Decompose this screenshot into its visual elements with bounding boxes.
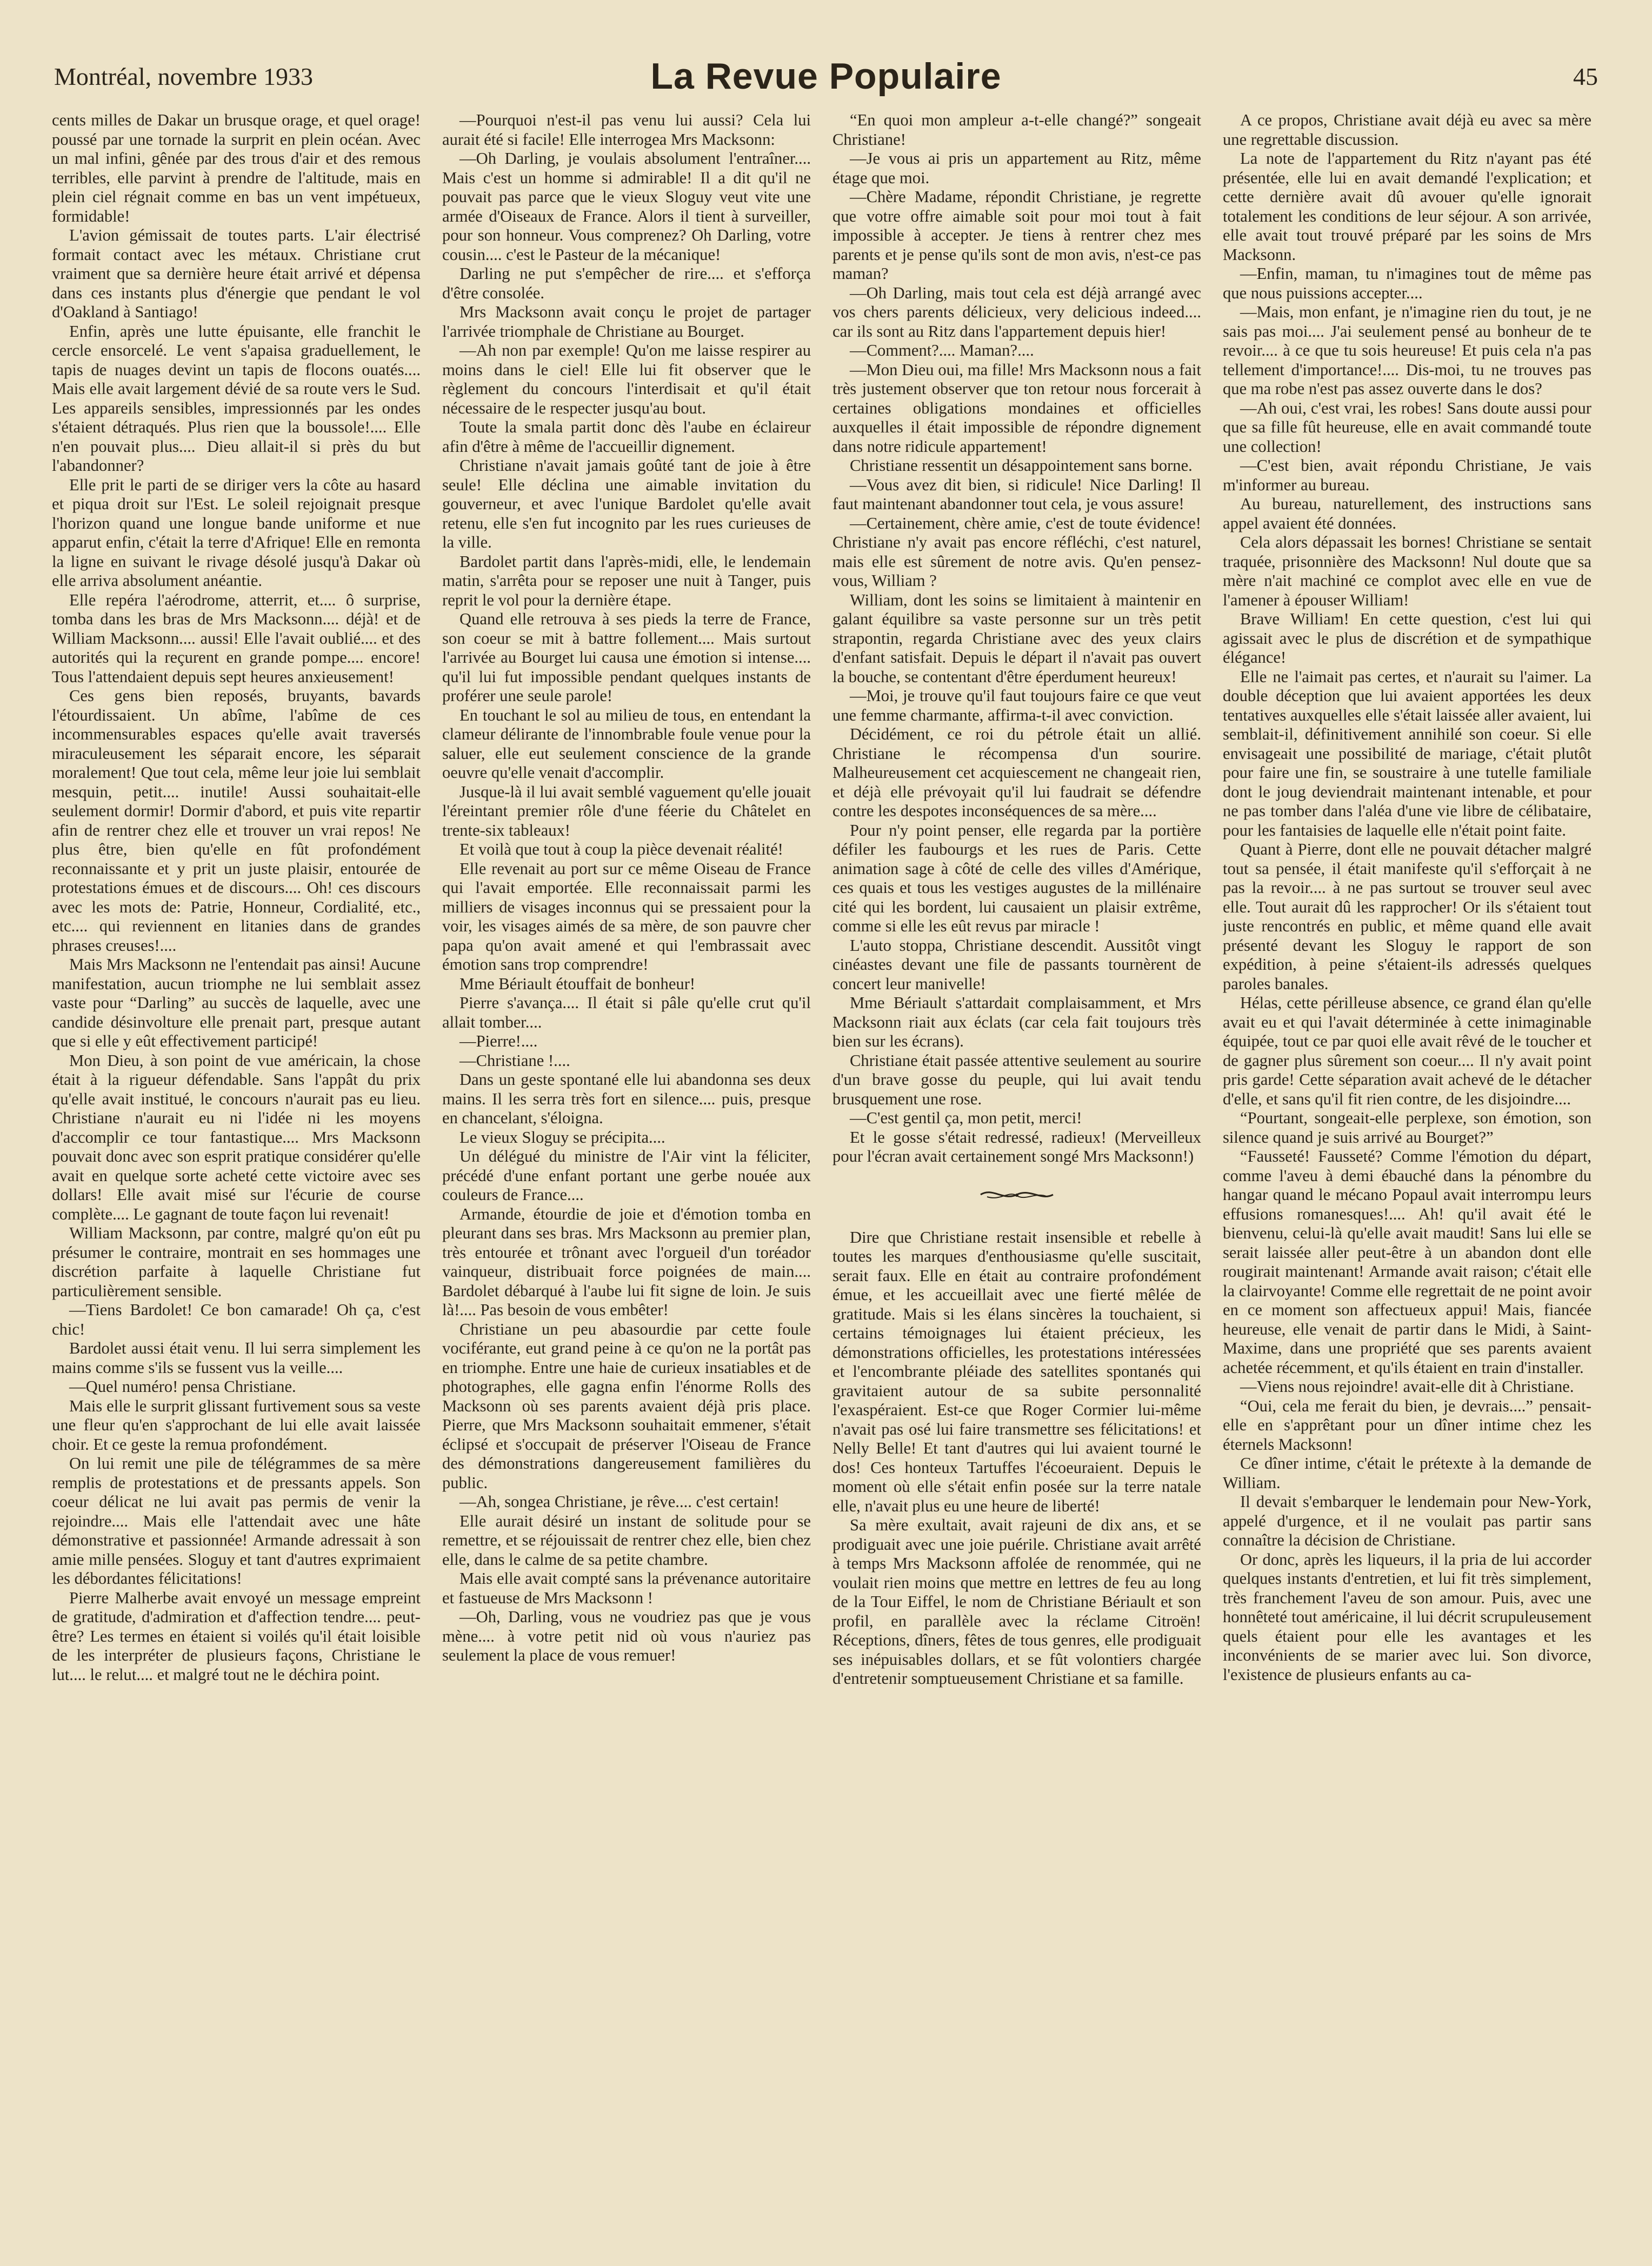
issue-date: Montréal, novembre 1933 — [54, 62, 314, 90]
paragraph: Bardolet aussi était venu. Il lui serra simplement les mains comme s'ils se fussent vus la veille.... — [52, 1339, 421, 1377]
paragraph: Un délégué du ministre de l'Air vint la féliciter, précédé d'une enfant portant une gerbe nouée aux couleurs de France.... — [442, 1147, 811, 1204]
paragraph: —Ah non par exemple! Qu'on me laisse respirer au moins dans le ciel! Elle lui fit observer que le règlement du concours l'interdisait et qu'il était nécessaire de le respecter jusqu'au bout. — [442, 341, 811, 417]
paragraph: —Ah, songea Christiane, je rêve.... c'est certain! — [459, 1492, 780, 1511]
text-column-2 — [442, 111, 811, 2230]
paragraph: Jusque-là il lui avait semblé vaguement qu'elle jouait l'éreintant premier rôle d'une féerie du Châtelet en trente-six tableaux! — [442, 782, 811, 839]
paragraph: —Moi, je trouve qu'il faut toujours faire ce que veut une femme charmante, affirma-t-il avec conviction. — [832, 687, 1201, 724]
text-column-1 — [52, 111, 421, 2230]
paragraph: Sa mère exultait, avait rajeuni de dix ans, et se prodiguait avec une joie puérile. Christiane avait arrêté à temps Mrs Macksonn affolée de renommée, qui ne voulait rien moins que mettre en lettres de feu au long de la Tour Eiffel, le nom de Christiane Bériault et son profil, en parallèle avec la réclame Citroën! Réceptions, dîners, fêtes de tous genres, elle prodiguait ses inépuisables dollars, et se fût volontiers chargée d'entretenir somptueusement Christiane et sa famille. — [832, 1516, 1201, 1688]
paragraph: Et voilà que tout à coup la pièce devenait réalité! — [459, 840, 783, 858]
paragraph: Armande, étourdie de joie et d'émotion tomba en pleurant dans ses bras. Mrs Macksonn au premier plan, très entourée et trônant avec l'orgueil d'un toréador vainqueur, distribuait force poignées de main.... Bardolet débarqué à l'aube lui fit signe de loin. Je suis là!.... Pas besoin de vous embêter! — [442, 1204, 811, 1319]
paragraph: —Oh Darling, je voulais absolument l'entraîner.... Mais c'est un homme si admirable! Il a dit qu'il ne pouvait pas parce que le vieux Sloguy veut vite une armée d'Oiseaux de France. Alors il tient à surveiller, pour son honneur. Vous comprenez? Oh Darling, votre cousin.... c'est le Pasteur de la mécanique! — [442, 149, 811, 264]
text-column-3 — [832, 111, 1201, 2230]
paragraph: cents milles de Dakar un brusque orage, et quel orage! poussé par une tornade la surprit en plein océan. Avec un mal infini, gênée par des trous d'air et des remous terribles, elle parvint à prendre de l'altitude, mais en plein ciel régnait comme en bas un vent impétueux, formidable! — [52, 111, 421, 225]
paragraph: —Quel numéro! pensa Christiane. — [69, 1377, 296, 1396]
paragraph: Mme Bériault étouffait de bonheur! — [459, 974, 696, 993]
paragraph: Elle revenait au port sur ce même Oiseau de France qui l'avait emportée. Elle reconnaissait parmi les milliers de visages inconnus qui se pressaient pour la voir, les visages aimés de sa mère, de son pauvre cher papa qu'on avait amené et qui l'embrassait avec émotion sans trop comprendre! — [442, 859, 811, 974]
paragraph: —Pourquoi n'est-il pas venu lui aussi? Cela lui aurait été si facile! Elle interrogea Mrs Macksonn: — [442, 111, 811, 149]
paragraph: William Macksonn, par contre, malgré qu'on eût pu présumer le contraire, montrait en ses hommages une discrétion parfaite à laquelle Christiane fut particulièrement sensible. — [52, 1224, 421, 1300]
article-body — [52, 111, 1591, 2230]
paragraph: Christiane n'avait jamais goûté tant de joie à être seule! Elle déclina une aimable invitation du gouverneur, et avec l'unique Bardolet qu'elle avait retenu, elle s'en fut incognito par les rues curieuses de la ville. — [442, 456, 811, 551]
paragraph: Elle aurait désiré un instant de solitude pour se remettre, et se réjouissait de rentrer chez elle, bien chez elle, dans le calme de sa petite chambre. — [442, 1511, 811, 1569]
paragraph: Hélas, cette périlleuse absence, ce grand élan qu'elle avait eu et qui l'avait déterminée à cette inimaginable équipée, tout ce par quoi elle avait rêvé de le toucher et de gagner plus sûrement son coeur.... Il n'y avait point pris garde! Cette séparation avait achevé de le détacher d'elle, et sans qu'il fit rien contre, de les disjoindre.... — [1223, 994, 1591, 1108]
paragraph: —Tiens Bardolet! Ce bon camarade! Oh ça, c'est chic! — [52, 1301, 421, 1338]
paragraph: Ces gens bien reposés, bruyants, bavards l'étourdissaient. Un abîme, l'abîme de ces incommensurables espaces qu'elle avait traversés miraculeusement les séparait encore, les séparait moralement! Que tout cela, même leur joie lui semblait mesquin, petit.... inutile! Aussi souhaitait-elle seulement dormir! Dormir d'abord, et puis vite repartir afin de rentrer chez elle et trouver un vrai repos! Ne plus être, bien qu'elle en fût profondément reconnaissante et y prit un juste plaisir, entourée de protestations émues et de discours.... Oh! ces discours avec les mots de: Patrie, Honneur, Cordialité, etc., etc.... qui reviennent en litanies dans de grandes phrases creuses!.... — [52, 687, 421, 955]
paragraph: —Comment?.... Maman?.... — [850, 341, 1034, 359]
paragraph: A ce propos, Christiane avait déjà eu avec sa mère une regrettable discussion. — [1223, 111, 1591, 149]
paragraph: —Mais, mon enfant, je n'imagine rien du tout, je ne sais pas moi.... J'ai seulement pensé au bonheur de te revoir.... à ce que tu sois heureuse! Et puis cela n'a pas tellement d'importance!.... Dis-moi, tu ne trouves pas que ma robe n'est pas assez ouverte dans le dos? — [1223, 303, 1591, 398]
paragraph: —Oh Darling, mais tout cela est déjà arrangé avec vos chers parents délicieux, very delicious indeed.... car ils sont au Ritz dans l'appartement depuis hier! — [832, 283, 1201, 341]
paragraph: —Ah oui, c'est vrai, les robes! Sans doute aussi pour que sa fille fût heureuse, elle en avait commandé toute une collection! — [1223, 398, 1591, 456]
paragraph: —Je vous ai pris un appartement au Ritz, même étage que moi. — [832, 149, 1201, 187]
paragraph: Bardolet partit dans l'après-midi, elle, le lendemain matin, s'arrêta pour se reposer une nuit à Tanger, puis reprit le vol pour la dernière étape. — [442, 552, 811, 609]
paragraph: Mme Bériault s'attardait complaisamment, et Mrs Macksonn riait aux éclats (car cela fait toujours très bien sur les écrans). — [832, 994, 1201, 1050]
paragraph: Mrs Macksonn avait conçu le projet de partager l'arrivée triomphale de Christiane au Bourget. — [442, 303, 811, 341]
paragraph: Christiane ressentit un désappointement sans borne. — [850, 456, 1193, 475]
paragraph: Mais elle le surprit glissant furtivement sous sa veste une fleur qu'en s'approchant de lui elle avait laissée choir. Et ce geste la remua profondément. — [52, 1396, 421, 1454]
paragraph: Brave William! En cette question, c'est lui qui agissait avec le plus de discrétion et de sympathique élégance! — [1223, 610, 1591, 667]
paragraph: L'auto stoppa, Christiane descendit. Aussitôt vingt cinéastes devant une file de passants tournèrent de concert leur manivelle! — [832, 936, 1201, 993]
paragraph: Darling ne put s'empêcher de rire.... et s'efforça d'être consolée. — [442, 264, 811, 302]
paragraph: Mon Dieu, à son point de vue américain, la chose était à la rigueur défendable. Sans l'appât du prix qu'elle avait institué, le concours n'aurait pas eu lieu. Christiane n'aurait eu ni l'idée ni les moyens d'accomplir ce tour fantastique.... Mrs Macksonn pouvait donc avec son esprit pratique considérer qu'elle avait en quelque sorte acheté cette victoire avec ses dollars! Elle avait misé sur l'écurie de course complète.... Le gagnant de toute façon lui revenait! — [52, 1051, 421, 1223]
paragraph: Mais Mrs Macksonn ne l'entendait pas ainsi! Aucune manifestation, aucun triomphe ne lui semblait assez vaste pour “Darling” au succès de laquelle, avec une candide désinvolture elle prenait part, presque autant que si elle y eût effectivement participé! — [52, 955, 421, 1050]
paragraph: —Certainement, chère amie, c'est de toute évidence! Christiane n'y avait pas encore réfléchi, c'est naturel, mais elle est sûrement de notre avis. Qu'en pensez-vous, William ? — [832, 514, 1201, 590]
paragraph: L'avion gémissait de toutes parts. L'air électrisé formait contact avec les métaux. Christiane crut vraiment que sa dernière heure était arrivé et dépensa dans ces instants plus d'énergie que pendant le vol d'Oakland à Santiago! — [52, 226, 421, 321]
paragraph: Dans un geste spontané elle lui abandonna ses deux mains. Il les serra très fort en silence.... puis, presque en chancelant, s'éloigna. — [442, 1070, 811, 1127]
flourish-divider-icon — [832, 1185, 1201, 1207]
paragraph: —Oh, Darling, vous ne voudriez pas que je vous mène.... à votre petit nid où vous n'auriez pas seulement la place de vous remuer! — [442, 1608, 811, 1664]
paragraph: Dire que Christiane restait insensible et rebelle à toutes les marques d'enthousiasme qu'elle suscitait, serait faux. Elle en était au contraire profondément émue, et les accueillait avec une fierté mêlée de gratitude. Mais si les élans sincères la touchaient, si certains témoignages lui étaient précieux, les démonstrations officielles, les protestations intéressées et l'encombrante pléiade des satellites spontanés qui gravitaient autour de sa subite personnalité l'exaspéraient. Est-ce que Roger Cormier lui-même n'avait pas osé lui faire transmettre ses félicitations! et Nelly Belle! Et tant d'autres qui lui avaient tourné le dos! Ces honteux Tartuffes l'écoeuraient. Depuis le moment où elle s'était enfin posée sur la terre natale elle, n'avait plus eu une heure de liberté! — [832, 1228, 1201, 1515]
paragraph: Elle prit le parti de se diriger vers la côte au hasard et piqua droit sur l'Est. Le soleil rejoignait presque l'horizon quand une longue bande uniforme et nue apparut enfin, c'était la terre d'Afrique! Elle en remonta la ligne en suivant le rivage désolé jusqu'à Dakar où elle arriva absolument anéantie. — [52, 475, 421, 590]
text-column-4 — [1223, 111, 1591, 2230]
paragraph: —Viens nous rejoindre! avait-elle dit à Christiane. — [1240, 1377, 1574, 1396]
paragraph: “Oui, cela me ferait du bien, je devrais....” pensait-elle en s'apprêtant pour un dîner intime chez les éternels Macksonn! — [1223, 1396, 1591, 1454]
page-header — [54, 52, 1598, 101]
paragraph: “Pourtant, songeait-elle perplexe, son émotion, son silence quand je suis arrivé au Bourget?” — [1223, 1109, 1591, 1147]
paragraph: —Christiane !.... — [459, 1051, 570, 1070]
paragraph: —C'est bien, avait répondu Christiane, Je vais m'informer au bureau. — [1223, 456, 1591, 494]
paragraph: —Mon Dieu oui, ma fille! Mrs Macksonn nous a fait très justement observer que ton retour nous forcerait à certaines obligations mondaines et officielles auxquelles il était impossible de répondre dignement dans notre ridicule appartement! — [832, 360, 1201, 456]
paragraph: Il devait s'embarquer le lendemain pour New-York, appelé d'urgence, et il ne voulait pas partir sans connaître la décision de Christiane. — [1223, 1492, 1591, 1549]
magazine-title: La Revue Populaire — [650, 56, 1002, 97]
page-number: 45 — [1573, 62, 1598, 90]
paragraph: Quant à Pierre, dont elle ne pouvait détacher malgré tout sa pensée, il était manifeste qu'il s'efforçait à ne pas la revoir.... à ne pas surtout se trouver seul avec elle. Tout aurait dû les rapprocher! Or ils s'étaient tout juste rencontrés en public, et même quand elle avait présenté devant les Sloguy le rapport de son expédition, à peine s'étaient-ils adressés quelques paroles banales. — [1223, 840, 1591, 993]
paragraph: La note de l'appartement du Ritz n'ayant pas été présentée, elle lui en avait demandé l'explication; et cette dernière avait dû avouer qu'elle ignorait totalement les conditions de leur séjour. A son arrivée, elle avait tout trouvé préparé par les soins de Mrs Macksonn. — [1223, 149, 1591, 264]
paragraph: Christiane était passée attentive seulement au sourire d'un brave gosse du peuple, qui lui avait tendu brusquement une rose. — [832, 1051, 1201, 1108]
paragraph: —C'est gentil ça, mon petit, merci! — [850, 1109, 1082, 1127]
paragraph: —Pierre!.... — [459, 1032, 538, 1050]
paragraph: Le vieux Sloguy se précipita.... — [459, 1128, 665, 1147]
paragraph: Christiane un peu abasourdie par cette foule vociférante, eut grand peine à ce qu'on ne la portât pas en triomphe. Entre une haie de curieux insatiables et de photographes, elle gagna enfin l'énorme Rolls des Macksonn où ses parents avaient déjà pris place. Pierre, que Mrs Macksonn souhaitait emmener, s'était éclipsé et s'occupait de préserver l'Oiseau de France des démonstrations dangereusement familières du public. — [442, 1319, 811, 1492]
paragraph: Quand elle retrouva à ses pieds la terre de France, son coeur se mit à battre follement.... Mais surtout l'arrivée au Bourget lui causa une émotion si intense.... qu'il lui fut impossible pendant quelques instants de proférer une seule parole! — [442, 610, 811, 705]
paragraph: Pierre Malherbe avait envoyé un message empreint de gratitude, d'admiration et d'affection tendre.... peut-être? Les termes en étaient si voilés qu'il était loisible de les interpréter de plusieurs façons, Christiane le lut.... le relut.... et malgré tout ne le déchira point. — [52, 1588, 421, 1684]
paragraph: “En quoi mon ampleur a-t-elle changé?” songeait Christiane! — [832, 111, 1201, 149]
paragraph: William, dont les soins se limitaient à maintenir en galant équilibre sa vaste personne sur un très petit strapontin, regarda Christiane avec des yeux clairs d'enfant satisfait. Depuis le départ il n'avait pas ouvert la bouche, se contentant d'être éperdument heureux! — [832, 590, 1201, 686]
paragraph: Elle ne l'aimait pas certes, et n'aurait su l'aimer. La double déception que lui avaient apportées les deux tentatives auxquelles elle s'était laissée aller avaient, lui semblait-il, définitivement annihilé son coeur. Si elle envisageait une possibilité de mariage, c'était plutôt pour faire une fin, se soustraire à une tutelle familiale dont le joug deviendrait maintenant intenable, et pour ne pas tomber dans l'aléa d'une vie libre de célibataire, pour les fantaisies de laquelle elle n'était point faite. — [1223, 667, 1591, 839]
paragraph: —Chère Madame, répondit Christiane, je regrette que votre offre aimable soit pour moi tout à fait impossible à accepter. Je tiens à rentrer chez mes parents et je pense qu'ils sont de mon avis, n'est-ce pas maman? — [832, 188, 1201, 283]
paragraph: Or donc, après les liqueurs, il la pria de lui accorder quelques instants d'entretien, et lui fit très simplement, très franchement l'aveu de son amour. Puis, avec une honnêteté tout américaine, il lui décrit scrupuleusement quels étaient pour elle les avantages et les inconvénients de se marier avec lui. Son divorce, l'existence de plusieurs enfants au ca- — [1223, 1550, 1591, 1684]
paragraph: Cela alors dépassait les bornes! Christiane se sentait traquée, prisonnière des Macksonn! Nul doute que sa mère n'ait machiné ce complot avec elle en vue de l'amener à épouser William! — [1223, 533, 1591, 609]
paragraph: —Vous avez dit bien, si ridicule! Nice Darling! Il faut maintenant abandonner tout cela, je vous assure! — [832, 475, 1201, 513]
paragraph: Pour n'y point penser, elle regarda par la portière défiler les faubourgs et les rues de Paris. Cette animation sage à côté de celle des villes d'Amérique, ces quais et tous les vestiges augustes de la millénaire cité qui les bordent, lui causaient un plaisir extrême, comme si elle les eût revus par miracle ! — [832, 821, 1201, 935]
paragraph: “Fausseté! Fausseté? Comme l'émotion du départ, comme l'aveu à demi ébauché dans la pénombre du hangar quand le mécano Popaul avait interrompu leurs effusions romanesques!.... Ah! qu'il avait été le bienvenu, celui-là qu'elle avait maudit! Sans lui elle se serait laissée aller peut-être à un abandon dont elle rougirait maintenant! Armande avait raison; c'était elle la clairvoyante! Comme elle regrettait de ne point avoir en ce moment son affectueux appui! Mais, fiancée heureuse, elle venait de partir dans le Midi, à Saint-Maxime, dans une propriété que ses parents avaient achetée récemment, et qu'ils étaient en train d'installer. — [1223, 1147, 1591, 1377]
paragraph: Au bureau, naturellement, des instructions sans appel avaient été données. — [1223, 495, 1591, 532]
paragraph: On lui remit une pile de télégrammes de sa mère remplis de protestations et de pressants appels. Son coeur délicat ne lui avait pas permis de venir la rejoindre.... Mais elle l'attendait avec une hâte démonstrative et passionnée! Armande adressait à son amie mille pensées. Sloguy et tant d'autres exprimaient les débordantes félicitations! — [52, 1454, 421, 1588]
paragraph: —Enfin, maman, tu n'imagines tout de même pas que nous puissions accepter.... — [1223, 264, 1591, 302]
paragraph: Enfin, après une lutte épuisante, elle franchit le cercle ensorcelé. Le vent s'apaisa graduellement, le tapis de nuages devint un tapis de flocons ouatés.... Mais elle avait largement dévié de sa route vers le Sud. Les appareils sensibles, impressionnés par les ondes s'étaient détraqués. Plus rien que la boussole!.... Elle n'en pouvait plus.... Dieu allait-il si près du but l'abandonner? — [52, 322, 421, 475]
paragraph: Décidément, ce roi du pétrole était un allié. Christiane le récompensa d'un sourire. Malheureusement cet acquiescement ne changeait rien, et déjà elle prévoyait qu'il lui faudrait se défendre contre les despotes inconséquences de sa mère.... — [832, 725, 1201, 820]
paragraph: Ce dîner intime, c'était le prétexte à la demande de William. — [1223, 1454, 1591, 1492]
paragraph: Toute la smala partit donc dès l'aube en éclaireur afin d'être à même de l'accueillir dignement. — [442, 418, 811, 456]
paragraph: Et le gosse s'était redressé, radieux! (Merveilleux pour l'écran avait certainement songé Mrs Macksonn!) — [832, 1128, 1201, 1165]
paragraph: Pierre s'avança.... Il était si pâle qu'elle crut qu'il allait tomber.... — [442, 994, 811, 1031]
paragraph: Mais elle avait compté sans la prévenance autoritaire et fastueuse de Mrs Macksonn ! — [442, 1569, 811, 1607]
paragraph: En touchant le sol au milieu de tous, en entendant la clameur délirante de l'innombrable foule venue pour la saluer, elle eut seulement conscience de la grande oeuvre qu'elle venait d'accomplir. — [442, 705, 811, 782]
paragraph: Elle repéra l'aérodrome, atterrit, et.... ô surprise, tomba dans les bras de Mrs Macksonn.... déjà! et de William Macksonn.... aussi! Elle l'avait oublié.... et des autorités qui la reçurent en grande pompe.... encore! Tous l'attendaient depuis sept heures anxieusement! — [52, 590, 421, 686]
